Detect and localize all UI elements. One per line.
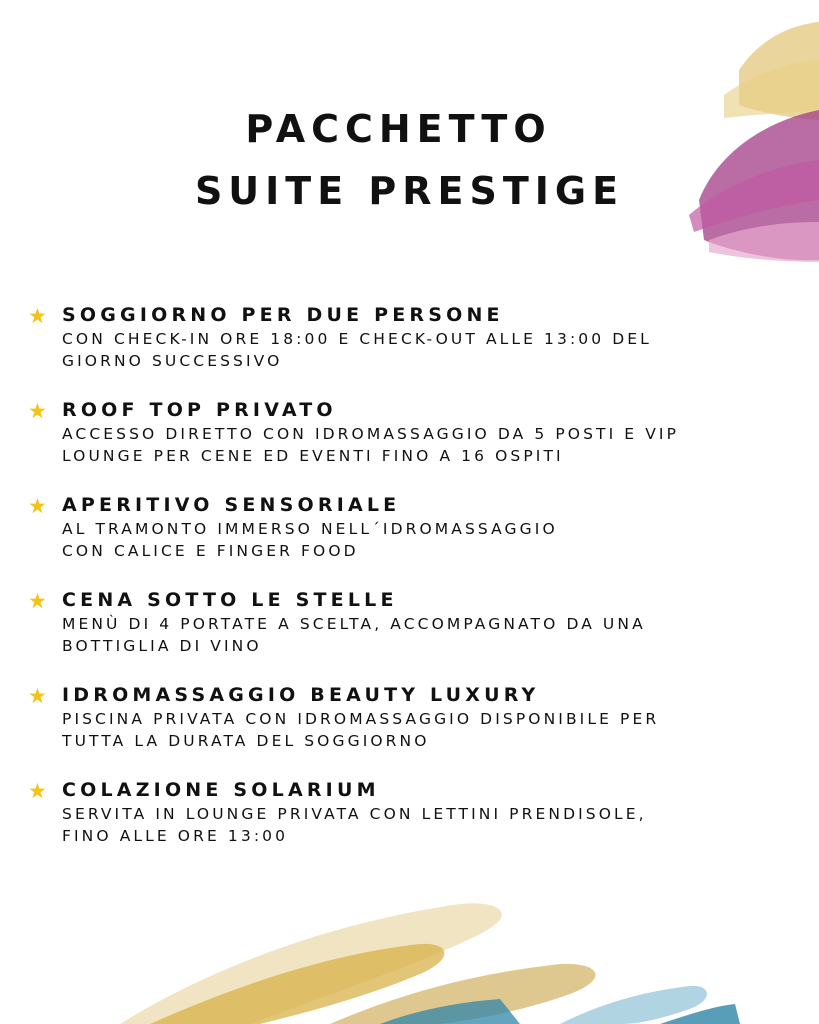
item-description: ACCESSO DIRETTO CON IDROMASSAGGIO DA 5 POSTI E VIP LOUNGE PER CENE ED EVENTI FINO A 16 OSPITI (62, 425, 680, 465)
star-icon: ★ (28, 779, 47, 803)
item-title: SOGGIORNO PER DUE PERSONE (62, 304, 504, 326)
star-icon: ★ (28, 304, 47, 328)
list-item (28, 777, 808, 872)
paint-stroke-bottom-decoration (0, 864, 819, 1024)
list-item (28, 682, 808, 777)
item-title: IDROMASSAGGIO BEAUTY LUXURY (62, 684, 540, 706)
title-line-2: SUITE PRESTIGE (194, 169, 625, 213)
list-item (28, 397, 808, 492)
star-icon: ★ (28, 399, 47, 423)
item-title: COLAZIONE SOLARIUM (62, 779, 380, 801)
item-title: APERITIVO SENSORIALE (62, 494, 401, 516)
item-description: PISCINA PRIVATA CON IDROMASSAGGIO DISPONIBILE PER TUTTA LA DURATA DEL SOGGIORNO (62, 710, 660, 750)
package-features-list (28, 302, 808, 872)
item-description: AL TRAMONTO IMMERSO NELL´IDROMASSAGGIO CON CALICE E FINGER FOOD (62, 520, 558, 560)
page-title (0, 98, 819, 222)
star-icon: ★ (28, 494, 47, 518)
list-item (28, 302, 808, 397)
star-icon: ★ (28, 589, 47, 613)
list-item (28, 492, 808, 587)
item-title: ROOF TOP PRIVATO (62, 399, 337, 421)
star-icon: ★ (28, 684, 47, 708)
item-description: CON CHECK-IN ORE 18:00 E CHECK-OUT ALLE 13:00 DEL GIORNO SUCCESSIVO (62, 330, 652, 370)
item-description: SERVITA IN LOUNGE PRIVATA CON LETTINI PRENDISOLE, FINO ALLE ORE 13:00 (62, 805, 647, 845)
title-line-1: PACCHETTO (245, 107, 552, 151)
item-title: CENA SOTTO LE STELLE (62, 589, 398, 611)
list-item (28, 587, 808, 682)
item-description: MENÙ DI 4 PORTATE A SCELTA, ACCOMPAGNATO DA UNA BOTTIGLIA DI VINO (62, 615, 646, 655)
